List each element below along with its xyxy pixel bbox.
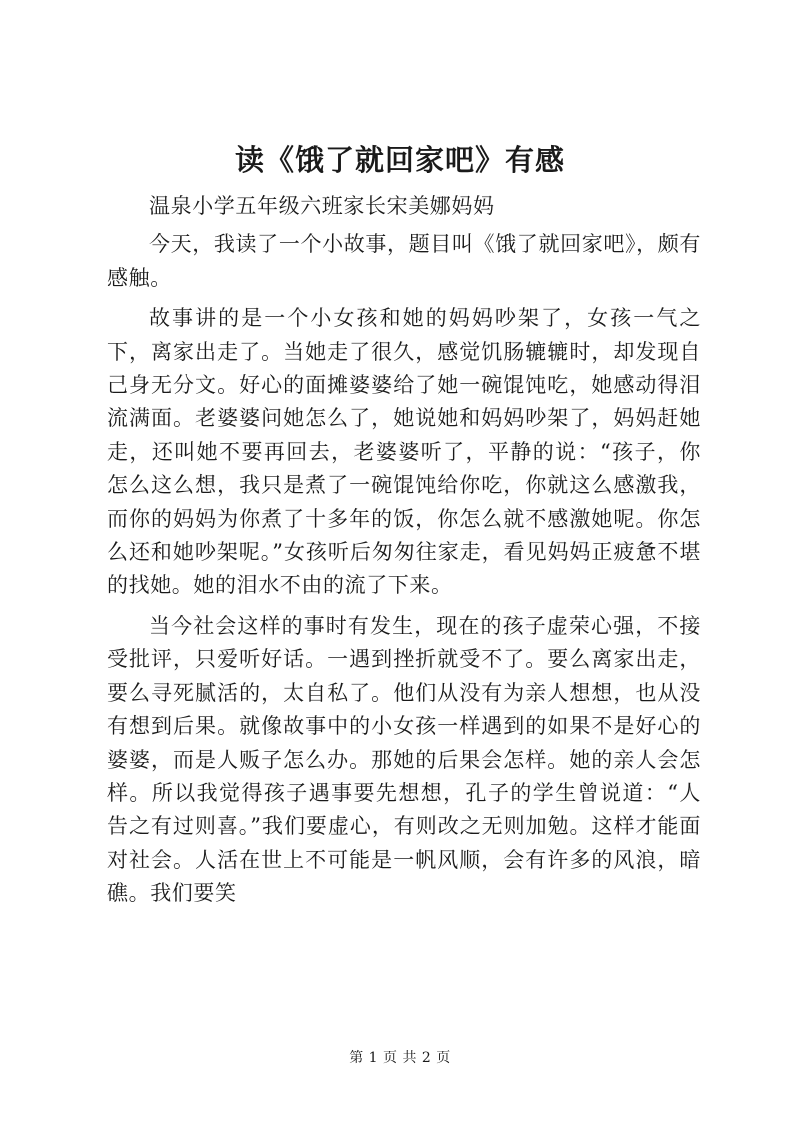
page-footer: 第 1 页 共 2 页 bbox=[349, 1050, 451, 1066]
document-title: 读《饿了就回家吧》有感 bbox=[234, 143, 565, 177]
paragraph-intro: 今天，我读了一个小故事，题目叫《饿了就回家吧》，颇有感触。 bbox=[107, 232, 701, 290]
paragraph-reflection: 当今社会这样的事时有发生，现在的孩子虚荣心强，不接受批评，只爱听好话。一遇到挫折就受不了。要么离家出走，要么寻死腻活的，太自私了。他们从没有为亲人想想，也从没有想到后果。就像故事中的小女孩一样遇到的如果不是好心的婆婆，而是人贩子怎么办。那她的后果会怎样。她的亲人会怎样。所以我觉得孩子遇事要先想想，孔子的学生曾说道：“人告之有过则喜。”我们要虚心，有则改之无则加勉。这样才能面对社会。人活在世上不可能是一帆风顺，会有许多的风浪，暗礁。我们要笑 bbox=[107, 613, 701, 906]
document-body bbox=[107, 190, 701, 911]
paragraph-story: 故事讲的是一个小女孩和她的妈妈吵架了，女孩一气之下，离家出走了。当她走了很久，感觉饥肠辘辘时，却发现自己身无分文。好心的面摊婆婆给了她一碗馄饨吃，她感动得泪流满面。老婆婆问她怎么了，她说她和妈妈吵架了，妈妈赶她走，还叫她不要再回去，老婆婆听了，平静的说：“孩子，你怎么这么想，我只是煮了一碗馄饨给你吃，你就这么感激我，而你的妈妈为你煮了十多年的饭，你怎么就不感激她呢。你怎么还和她吵架呢。”女孩听后匆匆往家走，看见妈妈正疲惫不堪的找她。她的泪水不由的流了下来。 bbox=[107, 306, 701, 598]
author-byline: 温泉小学五年级六班家长宋美娜妈妈 bbox=[149, 194, 495, 218]
